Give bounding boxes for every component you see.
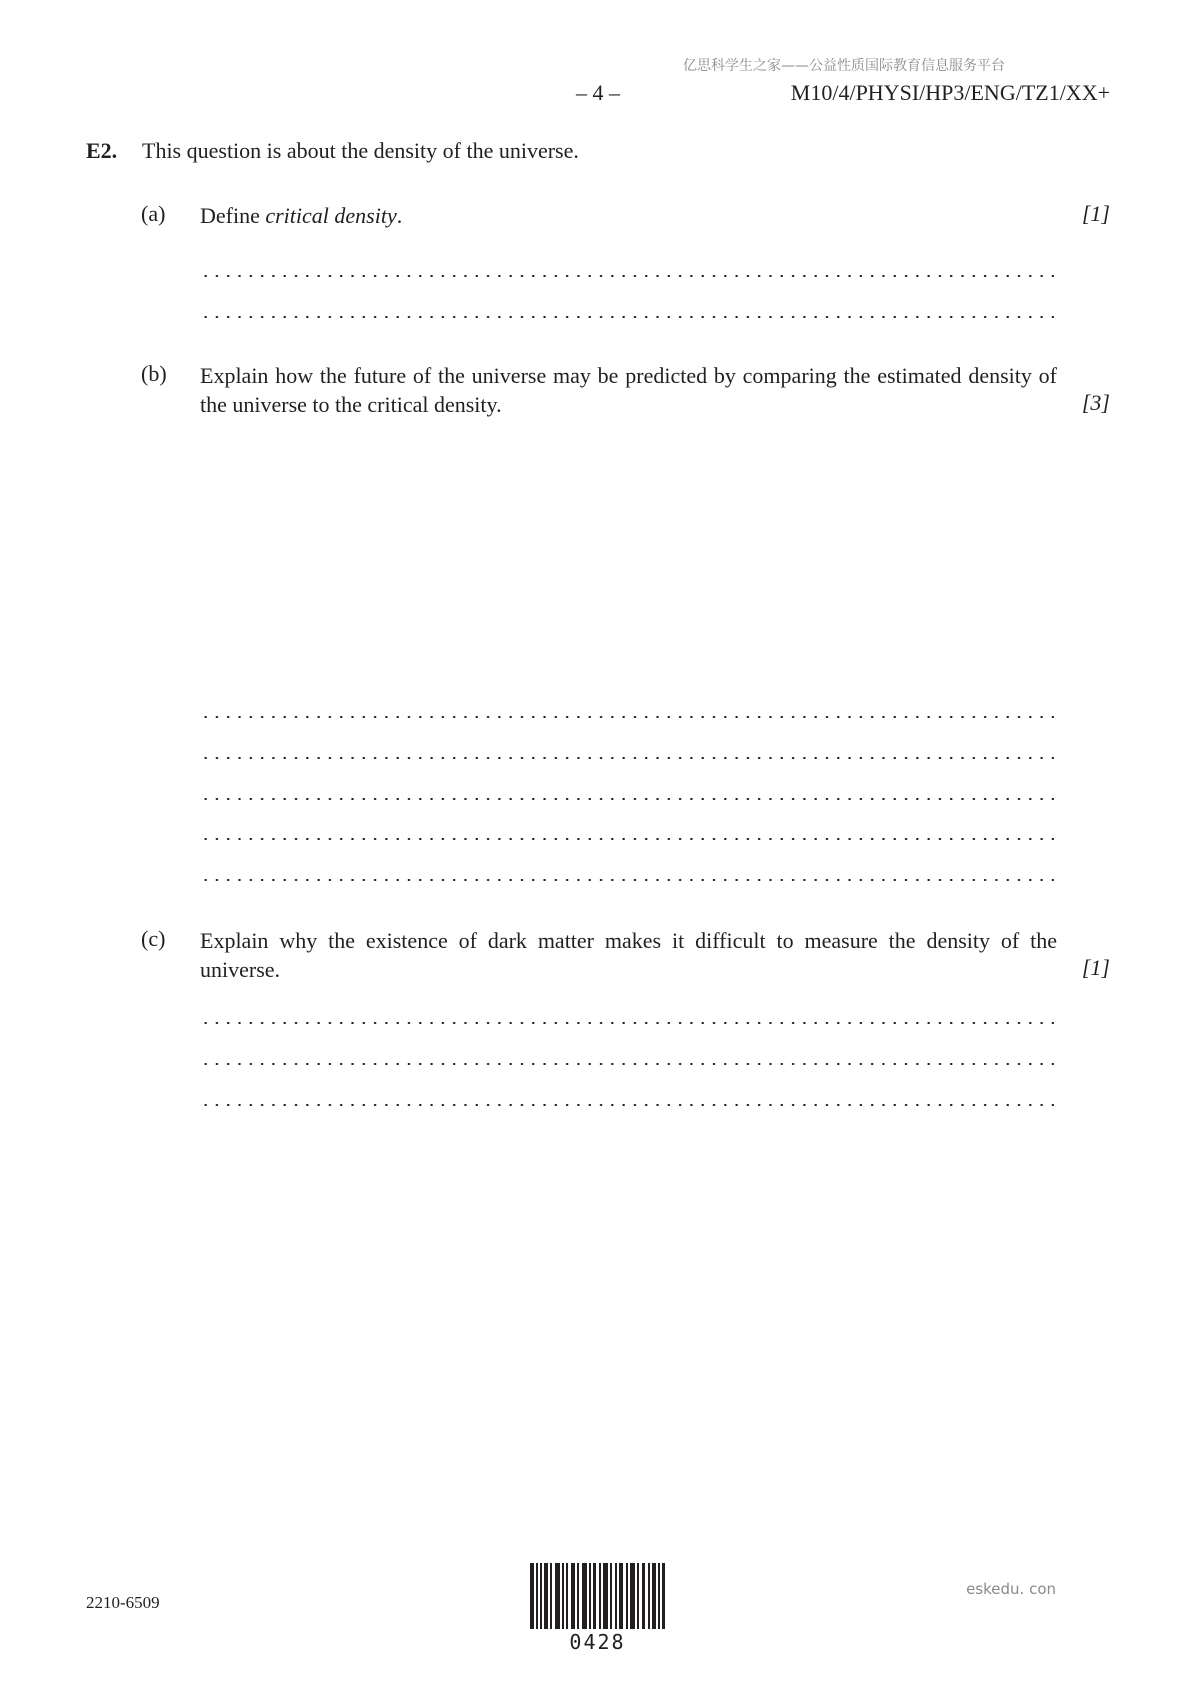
part-a-text-suffix: . [396, 203, 403, 228]
part-c-label: (c) [141, 926, 166, 951]
part-c-marks: [1] [1081, 955, 1110, 980]
part-a-marks: [1] [1081, 201, 1110, 226]
part-b-label: (b) [141, 361, 167, 386]
part-a-label: (a) [141, 201, 166, 226]
answer-line[interactable] [200, 798, 1054, 800]
answer-line[interactable] [200, 716, 1054, 718]
answer-line[interactable] [200, 1022, 1054, 1024]
barcode-icon [530, 1563, 665, 1629]
answer-line[interactable] [200, 316, 1054, 318]
part-c-text: Explain why the existence of dark matter makes it difficult to measure the density of the universe. [200, 928, 1057, 982]
answer-line[interactable] [200, 1063, 1054, 1065]
footer-code: 2210-6509 [86, 1593, 160, 1612]
question-stem: This question is about the density of the universe. [142, 138, 579, 163]
paper-code: M10/4/PHYSI/HP3/ENG/TZ1/XX+ [790, 80, 1110, 105]
question-number: E2. [86, 138, 118, 163]
answer-line[interactable] [200, 275, 1054, 277]
part-b-text: Explain how the future of the universe may be predicted by comparing the estimated density of the universe to the critical density. [200, 363, 1057, 417]
part-a-text [200, 201, 1057, 230]
answer-line[interactable] [200, 757, 1054, 759]
answer-line[interactable] [200, 1104, 1054, 1106]
answer-line[interactable] [200, 879, 1054, 881]
site-watermark: eskedu. con [966, 1580, 1056, 1598]
barcode-number: 0428 [569, 1630, 626, 1654]
part-b-marks: [3] [1081, 390, 1110, 415]
part-a-text-prefix: Define [200, 203, 266, 228]
page-number: – 4 – [576, 80, 620, 105]
answer-line[interactable] [200, 838, 1054, 840]
part-a-term: critical density [265, 203, 397, 228]
watermark-text: 亿思科学生之家——公益性质国际教育信息服务平台 [683, 58, 1005, 74]
